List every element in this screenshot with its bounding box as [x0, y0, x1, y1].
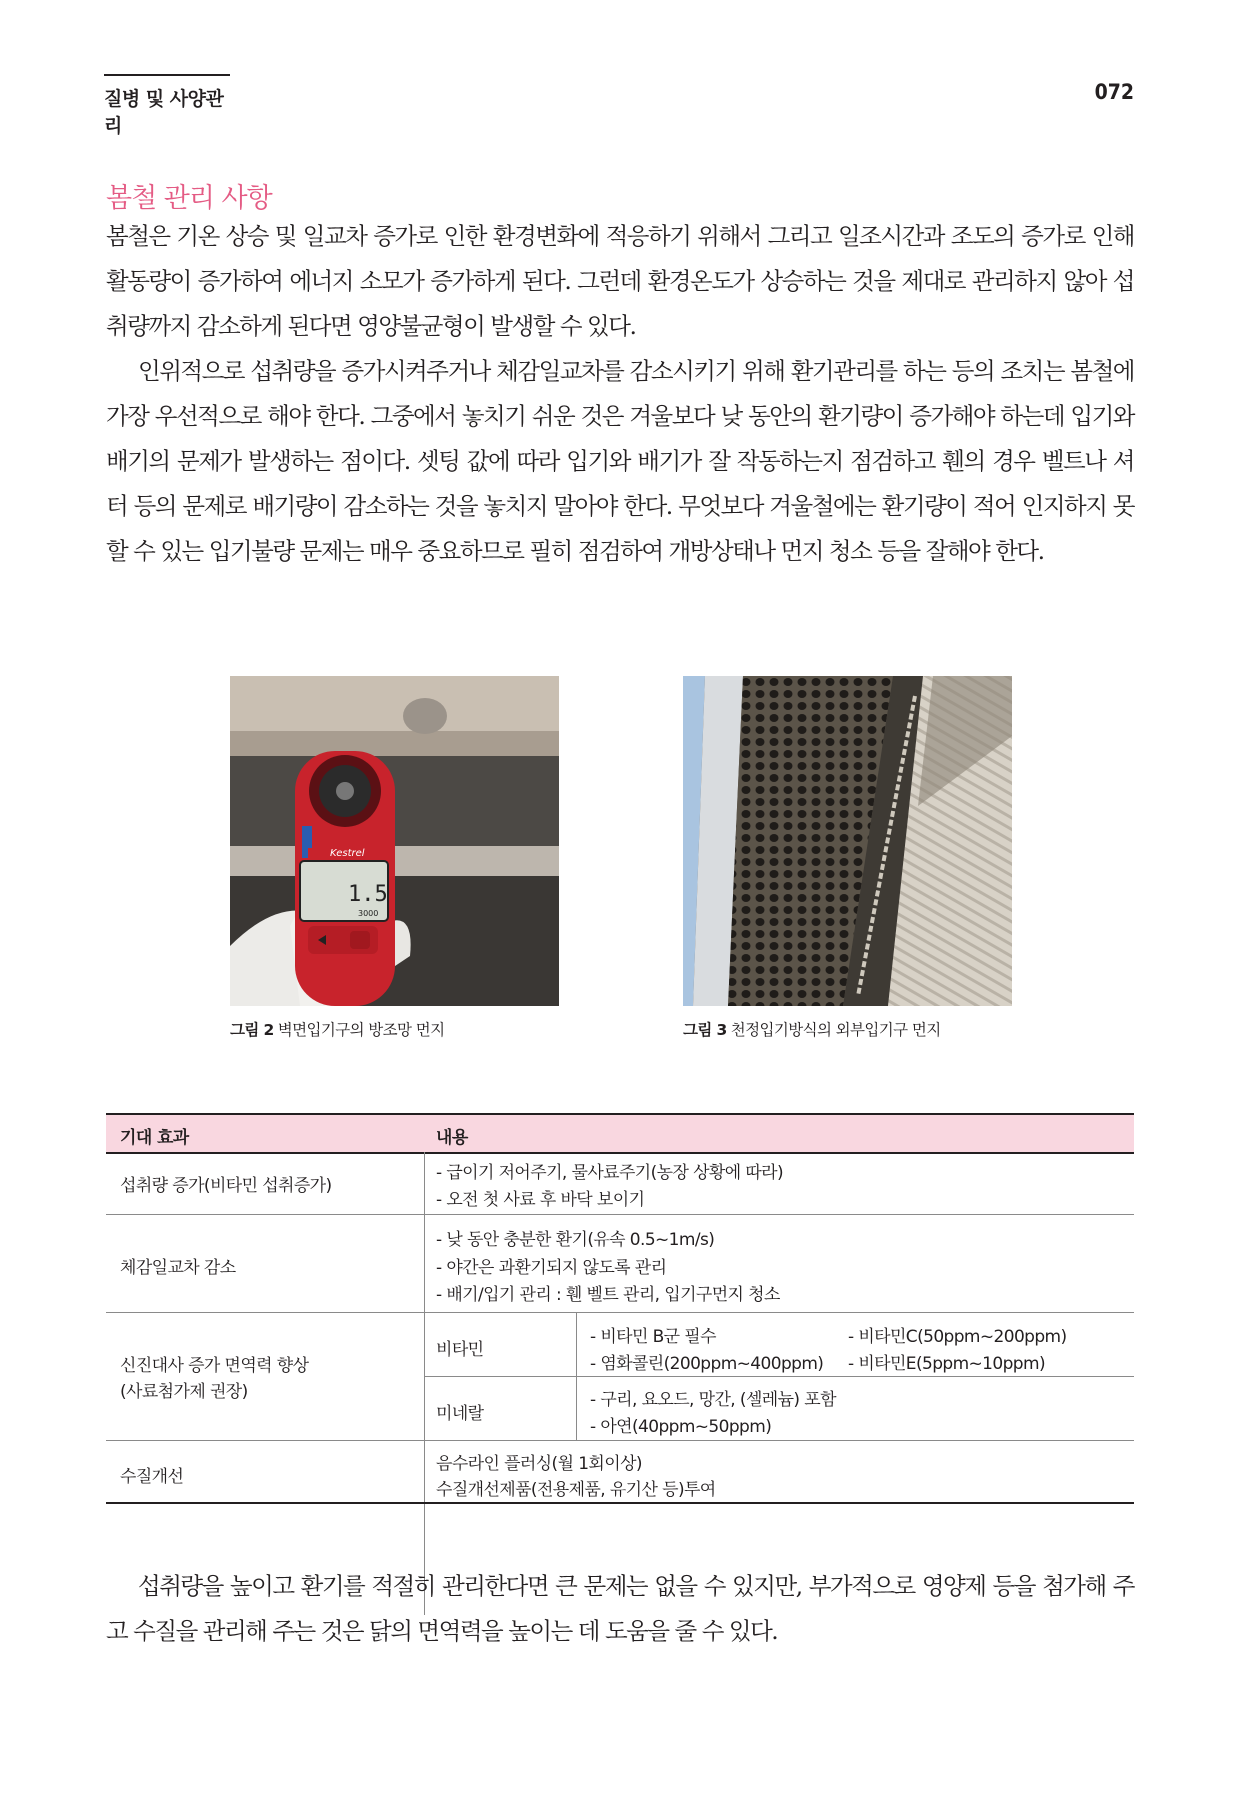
- figure-3-caption-text: 천정입기방식의 외부입기구 먼지: [730, 1021, 941, 1039]
- row-effect-line: (사료첨가제 권장): [120, 1382, 248, 1402]
- running-header-section: 질병 및 사양관리: [104, 74, 230, 138]
- page-number: 072: [1094, 80, 1134, 104]
- paragraph-2: 인위적으로 섭취량을 증가시켜주거나 체감일교차를 감소시키기 위해 환기관리를 하는 등의 조치는 봄철에 가장 우선적으로 해야 한다. 그중에서 놓치기 쉬운 것은 겨울보다 낮 동안의 환기량이 증가해야 하는데 입기와 배기의 문제가 발생하는 점이다. 셋팅 값에 따라 입기와 배기가 잘 작동하는지 점검하고 휀의 경우 벨트나 셔터 등의 문제로 배기량이 감소하는 것을 놓치지 말아야 한다. 무엇보다 겨울철에는 환기량이 적어 인지하지 못할 수 있는 입기불량 문제는 매우 중요하므로 필히 점검하여 개방상태나 먼지 청소 등을 잘해야 한다.: [106, 357, 1134, 565]
- sub-row-name-mineral: 미네랄: [436, 1404, 484, 1424]
- row-divider: [106, 1440, 1134, 1441]
- row-content-line: - 급이기 저어주기, 물사료주기(농장 상황에 따라): [436, 1163, 784, 1183]
- sub-row-content-line: - 염화콜린(200ppm~400ppm): [590, 1354, 824, 1374]
- row-content-line: - 야간은 과환기되지 않도록 관리: [436, 1258, 667, 1278]
- device-reading: 1.5: [348, 882, 388, 907]
- figure-3-label: 그림 3: [683, 1021, 727, 1039]
- figure-3-photo: [683, 676, 1012, 1006]
- row-divider: [106, 1312, 1134, 1313]
- figure-2-caption: [230, 1018, 445, 1040]
- sub-row-name-vitamin: 비타민: [436, 1340, 484, 1360]
- section-title: 봄철 관리 사항: [106, 183, 272, 214]
- figure-3-caption: [683, 1018, 941, 1040]
- table-header-effect: 기대 효과: [120, 1128, 189, 1148]
- row-content-line: - 낮 동안 충분한 환기(유속 0.5~1m/s): [436, 1230, 715, 1250]
- row-effect: 수질개선: [120, 1467, 184, 1487]
- row-effect: 체감일교차 감소: [120, 1258, 236, 1278]
- column-divider: [424, 1152, 425, 1615]
- figure-2-caption-text: 벽면입기구의 방조망 먼지: [277, 1021, 445, 1039]
- sub-row-content-line: - 비타민C(50ppm~200ppm): [848, 1327, 1067, 1347]
- sub-row-content-line: - 비타민 B군 필수: [590, 1327, 716, 1347]
- row-content-line: 음수라인 플러싱(월 1회이상): [436, 1454, 642, 1474]
- figure-2-label: 그림 2: [230, 1021, 274, 1039]
- row-content-line: - 배기/입기 관리 : 휀 벨트 관리, 입기구먼지 청소: [436, 1285, 780, 1305]
- sub-row-content-line: - 구리, 요오드, 망간, (셀레늄) 포함: [590, 1390, 836, 1410]
- table-header-content: 내용: [436, 1128, 468, 1148]
- device-brand-label: Kestrel: [330, 848, 365, 859]
- row-effect: 섭취량 증가(비타민 섭취증가): [120, 1176, 332, 1196]
- device-model-label: 3000: [358, 909, 379, 918]
- sub-row-content-line: - 비타민E(5ppm~10ppm): [848, 1354, 1045, 1374]
- row-divider: [424, 1376, 1134, 1377]
- table-bottom-rule: [106, 1502, 1134, 1504]
- row-content-line: - 오전 첫 사료 후 바닥 보이기: [436, 1190, 645, 1210]
- table-header-row: [106, 1113, 1134, 1154]
- intro-text: [106, 214, 1134, 574]
- figure-2-photo: [230, 676, 559, 1006]
- row-divider: [106, 1214, 1134, 1215]
- row-content-line: 수질개선제품(전용제품, 유기산 등)투여: [436, 1480, 716, 1500]
- paragraph-1: 봄철은 기온 상승 및 일교차 증가로 인한 환경변화에 적응하기 위해서 그리고 일조시간과 조도의 증가로 인해 활동량이 증가하여 에너지 소모가 증가하게 된다. 그런데 환경온도가 상승하는 것을 제대로 관리하지 않아 섭취량까지 감소하게 된다면 영양불균형이 발생할 수 있다.: [106, 222, 1134, 340]
- closing-text: [106, 1564, 1134, 1654]
- column-divider: [576, 1312, 577, 1440]
- row-effect-line: 신진대사 증가 면역력 향상: [120, 1356, 309, 1376]
- closing-paragraph: 섭취량을 높이고 환기를 적절히 관리한다면 큰 문제는 없을 수 있지만, 부가적으로 영양제 등을 첨가해 주고 수질을 관리해 주는 것은 닭의 면역력을 높이는 데 도움을 줄 수 있다.: [106, 1572, 1134, 1645]
- sub-row-content-line: - 아연(40ppm~50ppm): [590, 1417, 772, 1437]
